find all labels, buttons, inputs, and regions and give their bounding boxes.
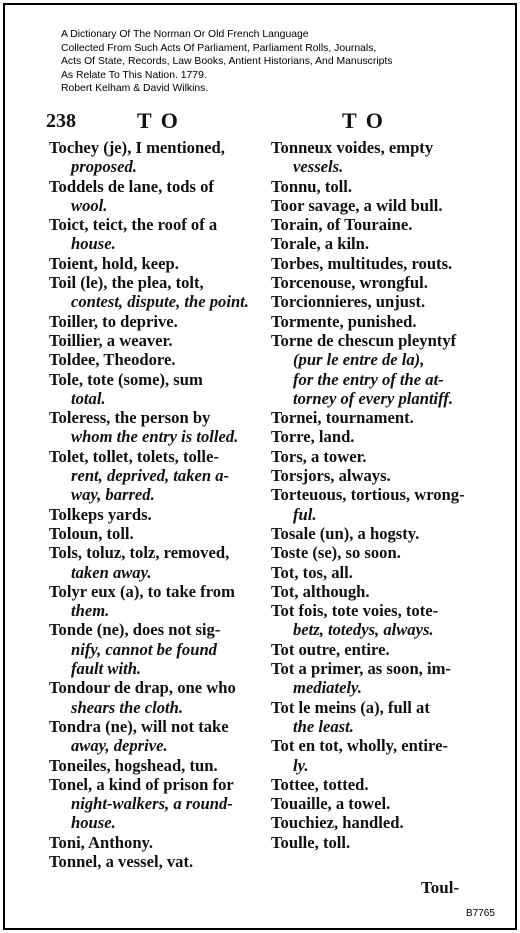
entry-continuation: taken away. [71,562,152,582]
entry-headline: Toste (se), so soon. [271,543,401,563]
entry-headline: Toient, hold, keep. [49,253,179,273]
entry-continuation: away, deprive. [71,736,168,756]
dictionary-entry [50,833,260,852]
entry-continuation: total. [71,388,106,408]
entry-continuation: vessels. [293,157,344,177]
dictionary-entry [50,505,260,524]
dictionary-entry [50,331,260,350]
dictionary-entry [50,177,260,216]
entry-headline: Touchiez, handled. [271,813,404,833]
entry-headline: Tondra (ne), will not take [49,716,229,736]
entry-headline: Tolyr eux (a), to take from [49,581,235,601]
dictionary-entry [272,292,482,311]
entry-headline: Torbes, multitudes, routs. [271,253,453,273]
header-line: As Relate To This Nation. 1779. [61,69,207,81]
dictionary-entry [272,215,482,234]
entry-headline: Toict, teict, the roof of a [49,215,218,235]
dictionary-entry [272,601,482,640]
document-header [61,28,481,96]
header-line: A Dictionary Of The Norman Or Old French Language [61,29,309,40]
entry-continuation: betz, totedys, always. [293,620,434,640]
dictionary-entry [272,582,482,601]
dictionary-entry [50,582,260,621]
entry-headline: Toor savage, a wild bull. [271,195,443,215]
entry-continuation: fault with. [71,659,142,679]
entry-headline: Tot fois, tote voies, tote- [271,601,439,621]
dictionary-entry [272,659,482,698]
entry-continuation: shears the cloth. [71,697,184,717]
dictionary-entry [272,408,482,427]
dictionary-entry [272,563,482,582]
dictionary-entry [272,736,482,775]
entry-headline: Toil (le), the plea, tolt, [49,273,204,293]
dictionary-entry [50,447,260,505]
entry-headline: Tonnu, toll. [271,176,353,196]
entry-headline: Torre, land. [271,427,355,447]
entry-headline: Tonnel, a vessel, vat. [49,851,194,871]
entry-headline: Torsjors, always. [271,466,391,486]
entry-continuation: (pur le entre de la), [293,350,425,370]
right-column [272,138,482,852]
header-line: Acts Of State, Records, Law Books, Antient Historians, And Manuscripts [61,56,393,68]
entry-continuation: proposed. [71,157,137,177]
dictionary-entry [272,775,482,794]
entry-continuation: torney of every plantiff. [293,388,454,408]
dictionary-entry [50,408,260,447]
entry-headline: Tonneux voides, empty [271,138,434,157]
entry-headline: Tolkeps yards. [49,504,152,524]
entry-headline: Toneiles, hogshead, tun. [49,755,218,775]
entry-headline: Tonde (ne), does not sig- [49,620,221,640]
entry-headline: Tot outre, entire. [271,639,390,659]
entry-continuation: for the entry of the at- [293,369,444,389]
dictionary-entry [272,234,482,253]
dictionary-entry [272,177,482,196]
entry-headline: Tole, tote (some), sum [49,369,203,389]
catchword: Toul- [421,878,460,897]
entry-headline: Tochey (je), I mentioned, [49,138,225,157]
dictionary-entry [272,833,482,852]
dictionary-entry [50,756,260,775]
entry-continuation: night-walkers, a round- [71,794,233,814]
entry-continuation: contest, dispute, the point. [71,292,249,312]
dictionary-entry [50,138,260,177]
image-code: B7765 [466,908,495,919]
dictionary-entry [272,447,482,466]
dictionary-entry [50,273,260,312]
entry-continuation: ly. [293,755,309,775]
entry-headline: Torain, of Touraine. [271,215,413,235]
dictionary-entry [272,813,482,832]
entry-continuation: whom the entry is tolled. [71,427,239,447]
left-column [50,138,260,871]
entry-headline: Toillier, a weaver. [49,330,173,350]
dictionary-entry [50,717,260,756]
entry-continuation: the least. [293,716,354,736]
dictionary-entry [50,775,260,833]
page-number: 238 [46,110,76,132]
entry-headline: Tot, although. [271,581,370,601]
entry-headline: Tondour de drap, one who [49,678,236,698]
entry-headline: Toni, Anthony. [49,832,154,852]
entry-headline: Touaille, a towel. [271,794,391,814]
entry-headline: Tottee, totted. [271,774,369,794]
header-line: Robert Kelham & David Wilkins. [61,83,209,95]
dictionary-entry [50,852,260,871]
entry-continuation: ful. [293,504,317,524]
entry-continuation: nify, cannot be found [71,639,217,659]
entry-headline: Tosale (un), a hogsty. [271,523,420,543]
entry-headline: Tot a primer, as soon, im- [271,659,451,679]
dictionary-entry [50,620,260,678]
entry-headline: Tormente, punished. [271,311,417,331]
dictionary-entry [50,215,260,254]
entry-headline: Tolet, tollet, tolets, tolle- [49,446,219,466]
dictionary-entry [50,543,260,582]
dictionary-entry [50,312,260,331]
entry-headline: Tonel, a kind of prison for [49,774,234,794]
dictionary-entry [272,524,482,543]
entry-headline: Tot en tot, wholly, entire- [271,736,448,756]
dictionary-entry [272,794,482,813]
entry-continuation: wool. [71,195,108,215]
entry-headline: Torteuous, tortious, wrong- [271,485,465,505]
entry-headline: Toloun, toll. [49,523,134,543]
dictionary-entry [272,466,482,485]
entry-continuation: house. [71,234,116,254]
dictionary-entry [50,254,260,273]
dictionary-entry [272,331,482,408]
entry-continuation: house. [71,813,116,833]
dictionary-entry [272,196,482,215]
entry-headline: Torne de chescun pleyntyf [271,330,457,350]
dictionary-entry [272,698,482,737]
dictionary-entry [272,427,482,446]
dictionary-entry [272,254,482,273]
entry-headline: Tot le meins (a), full at [271,697,430,717]
dictionary-entry [272,640,482,659]
entry-continuation: them. [71,601,110,621]
entry-headline: Toddels de lane, tods of [49,176,214,196]
dictionary-entry [50,350,260,369]
entry-continuation: way, barred. [71,485,155,505]
entry-headline: Tols, toluz, tolz, removed, [49,543,230,563]
dictionary-entry [272,543,482,562]
entry-headline: Tors, a tower. [271,446,367,466]
entry-continuation: mediately. [293,678,362,698]
entry-headline: Torcionnieres, unjust. [271,292,426,312]
running-head-right: T O [342,108,385,133]
entry-headline: Tot, tos, all. [271,562,353,582]
entry-headline: Toleress, the person by [49,408,211,428]
dictionary-entry [50,524,260,543]
dictionary-entry [50,370,260,409]
dictionary-entry [272,273,482,292]
entry-headline: Toldee, Theodore. [49,350,176,370]
dictionary-entry [272,138,482,177]
running-head-left: T O [137,108,180,133]
header-line: Collected From Such Acts Of Parliament, Parliament Rolls, Journals, [61,42,377,54]
dictionary-entry [272,312,482,331]
entry-headline: Torcenouse, wrongful. [271,273,428,293]
dictionary-entry [50,678,260,717]
entry-headline: Toiller, to deprive. [49,311,178,331]
dictionary-entry [272,485,482,524]
entry-continuation: rent, deprived, taken a- [71,466,230,486]
entry-headline: Torale, a kiln. [271,234,370,254]
entry-headline: Tornei, tournament. [271,408,414,428]
entry-headline: Toulle, toll. [271,832,351,852]
